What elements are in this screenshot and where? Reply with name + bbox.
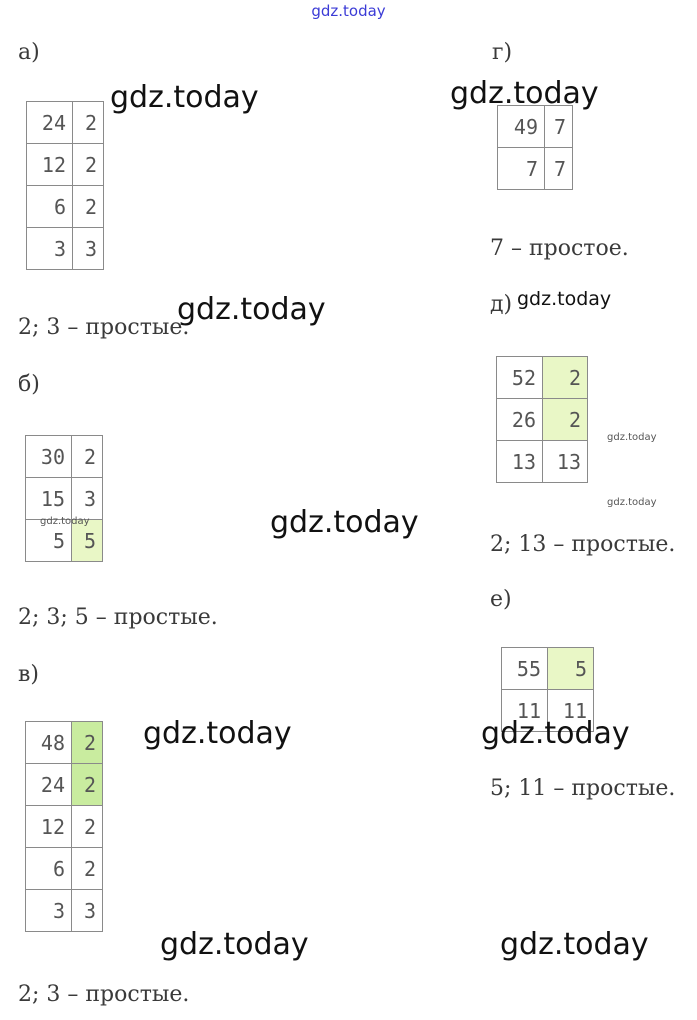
divisor-cell: 11: [548, 690, 594, 732]
divisor-cell: 3: [72, 478, 103, 520]
divisor-cell: 2: [72, 764, 103, 806]
task-g-label: г): [492, 40, 513, 65]
table-row: [497, 441, 588, 483]
number-cell: 30: [26, 436, 72, 478]
divisor-cell: 2: [73, 102, 104, 144]
watermark: gdz.today: [607, 497, 657, 508]
table-row: [27, 102, 104, 144]
divisor-cell: 2: [72, 722, 103, 764]
task-d-label: д): [490, 292, 513, 317]
number-cell: 15: [26, 478, 72, 520]
watermark: gdz.today: [607, 432, 657, 443]
number-cell: 24: [27, 102, 73, 144]
table-row: [27, 144, 104, 186]
table-row: [26, 722, 103, 764]
task-a-label: а): [18, 40, 40, 65]
number-cell: 24: [26, 764, 72, 806]
table-row: [26, 436, 103, 478]
table-row: [27, 228, 104, 270]
task-e-label: е): [490, 587, 512, 612]
table-row: [26, 806, 103, 848]
table-row: [26, 764, 103, 806]
divisor-cell: 7: [545, 148, 573, 190]
task-a-result: 2; 3 – простые.: [18, 315, 190, 340]
divisor-cell: 3: [73, 228, 104, 270]
number-cell: 26: [497, 399, 543, 441]
task-b-table: [25, 435, 103, 562]
divisor-cell: 5: [72, 520, 103, 562]
number-cell: 3: [27, 228, 73, 270]
task-b-label: б): [18, 372, 40, 397]
number-cell: 3: [26, 890, 72, 932]
task-v-table: [25, 721, 103, 932]
task-v-label: в): [18, 662, 39, 687]
task-v-result: 2; 3 – простые.: [18, 982, 190, 1007]
table-row: [497, 357, 588, 399]
task-b-result: 2; 3; 5 – простые.: [18, 605, 218, 630]
watermark: gdz.today: [177, 292, 326, 327]
watermark: gdz.today: [450, 76, 599, 111]
header-watermark: gdz.today: [311, 2, 386, 20]
watermark: gdz.today: [517, 288, 612, 310]
watermark: gdz.today: [110, 80, 259, 115]
number-cell: 49: [498, 106, 545, 148]
task-g-table: [497, 105, 573, 190]
divisor-cell: 2: [73, 186, 104, 228]
watermark: gdz.today: [270, 505, 419, 540]
number-cell: 55: [502, 648, 548, 690]
table-row: [498, 148, 573, 190]
task-d-table: [496, 356, 588, 483]
number-cell: 5: [26, 520, 72, 562]
table-row: [27, 186, 104, 228]
divisor-cell: 2: [543, 357, 588, 399]
table-row: [26, 890, 103, 932]
watermark: gdz.today: [143, 716, 292, 751]
number-cell: 6: [26, 848, 72, 890]
number-cell: 13: [497, 441, 543, 483]
divisor-cell: 13: [543, 441, 588, 483]
number-cell: 11: [502, 690, 548, 732]
table-row: [497, 399, 588, 441]
watermark: gdz.today: [40, 516, 90, 527]
number-cell: 6: [27, 186, 73, 228]
number-cell: 12: [27, 144, 73, 186]
table-row: [26, 848, 103, 890]
divisor-cell: 2: [72, 848, 103, 890]
divisor-cell: 2: [543, 399, 588, 441]
task-a-table: [26, 101, 104, 270]
number-cell: 48: [26, 722, 72, 764]
divisor-cell: 7: [545, 106, 573, 148]
number-cell: 12: [26, 806, 72, 848]
task-d-result: 2; 13 – простые.: [490, 532, 676, 557]
divisor-cell: 2: [72, 806, 103, 848]
divisor-cell: 5: [548, 648, 594, 690]
divisor-cell: 3: [72, 890, 103, 932]
watermark: gdz.today: [481, 716, 630, 751]
watermark: gdz.today: [500, 927, 649, 962]
divisor-cell: 2: [72, 436, 103, 478]
table-row: [26, 478, 103, 520]
watermark: gdz.today: [160, 927, 309, 962]
divisor-cell: 2: [73, 144, 104, 186]
task-e-result: 5; 11 – простые.: [490, 776, 676, 801]
task-g-result: 7 – простое.: [490, 236, 629, 261]
number-cell: 7: [498, 148, 545, 190]
table-row: [502, 648, 594, 690]
number-cell: 52: [497, 357, 543, 399]
table-row: [498, 106, 573, 148]
